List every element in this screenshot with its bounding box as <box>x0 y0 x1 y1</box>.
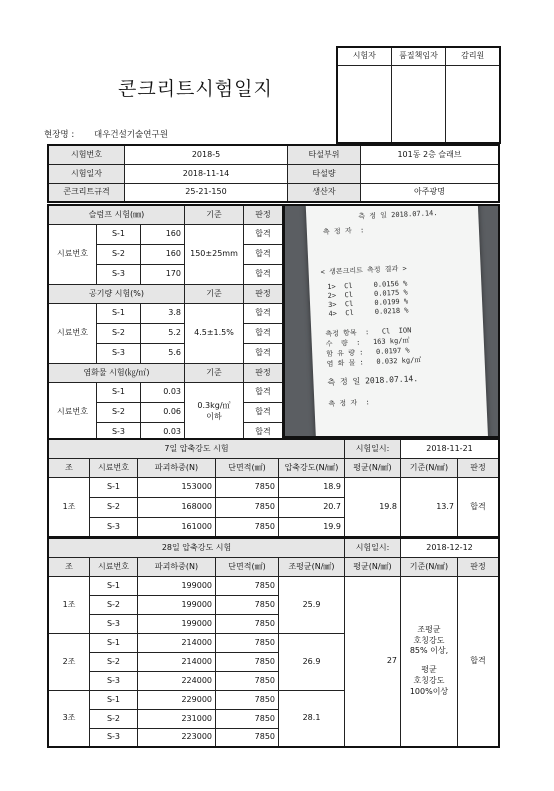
slump-judge-2: 합격 <box>244 244 284 264</box>
pour-qty-value <box>361 164 500 183</box>
day28-header-group: 조 <box>48 557 90 576</box>
chloride-standard-line-2: 이하 <box>206 411 222 421</box>
day7-standard: 13.7 <box>401 477 458 537</box>
spec-value: 25-21-150 <box>125 183 288 202</box>
day28-header-load: 파괴하중(N) <box>138 557 216 576</box>
chloride-title: 염화물 시험(㎏/㎥) <box>48 363 185 382</box>
day28-standard-line-4: 평균 <box>421 665 437 675</box>
day28-standard-line-1: 조평균 <box>417 624 441 634</box>
signature-box <box>336 46 501 144</box>
day28-g1-id-2: S-2 <box>90 595 138 614</box>
day28-g1-area-3: 7850 <box>216 614 279 633</box>
day7-header-group: 조 <box>48 458 90 477</box>
signature-cell-quality-manager[interactable] <box>391 65 446 143</box>
slump-judge-label: 판정 <box>244 205 284 224</box>
day28-g3-load-3: 223000 <box>138 728 216 747</box>
air-id-2: S-2 <box>97 323 141 343</box>
day7-strength-2: 20.7 <box>279 497 345 517</box>
receipt-person-top: 측 정 자 : <box>322 226 365 237</box>
day28-date-label: 시험일시: <box>345 538 401 557</box>
slump-id-2: S-2 <box>97 244 141 264</box>
air-judge-label: 판정 <box>244 284 284 303</box>
chloride-id-1: S-1 <box>97 382 141 402</box>
test-date-value: 2018-11-14 <box>125 164 288 183</box>
day28-g1-area-2: 7850 <box>216 595 279 614</box>
day7-strength-1: 18.9 <box>279 477 345 497</box>
day28-g1-load-2: 199000 <box>138 595 216 614</box>
day28-group-3: 3조 <box>48 690 90 747</box>
day28-header-area: 단면적(㎟) <box>216 557 279 576</box>
day28-g1-load-1: 199000 <box>138 576 216 595</box>
day7-date-label: 시험일시: <box>345 439 401 458</box>
day7-id-2: S-2 <box>90 497 138 517</box>
day28-g3-area-3: 7850 <box>216 728 279 747</box>
day28-g1-area-1: 7850 <box>216 576 279 595</box>
day28-header-sample: 시료번호 <box>90 557 138 576</box>
receipt-header: < 생콘크리트 측정 결과 > <box>320 264 407 277</box>
chloride-std-label: 기준 <box>185 363 244 382</box>
receipt-photo <box>284 204 500 438</box>
air-sample-label: 시료번호 <box>48 303 97 363</box>
day7-area-1: 7850 <box>216 477 279 497</box>
slump-title: 슬럼프 시험(㎜) <box>48 205 185 224</box>
chloride-judge-label: 판정 <box>244 363 284 382</box>
chloride-value-3: 0.03 <box>141 422 185 442</box>
day7-average: 19.8 <box>345 477 401 537</box>
receipt-row-1: 1> Cl 0.0156 % <box>327 279 408 292</box>
day28-g2-area-1: 7850 <box>216 633 279 652</box>
site-name: 대우건설기술연구원 <box>94 130 168 140</box>
day7-load-2: 168000 <box>138 497 216 517</box>
day7-header-strength: 압축강도(N/㎟) <box>279 458 345 477</box>
field-tests-table <box>47 204 284 443</box>
air-title: 공기량 시험(%) <box>48 284 185 303</box>
chloride-value-1: 0.03 <box>141 382 185 402</box>
receipt-v3: 염 화 물 : 0.032 kg/㎥ <box>326 355 422 369</box>
day28-strength-table <box>47 537 500 748</box>
day28-group-1-avg: 25.9 <box>279 576 345 633</box>
slump-value-1: 160 <box>141 224 185 244</box>
air-standard: 4.5±1.5% <box>185 303 244 363</box>
day28-standard <box>401 576 458 747</box>
day7-header-sample: 시료번호 <box>90 458 138 477</box>
signature-label-tester: 시험자 <box>337 47 391 65</box>
maker-value: 아주광명 <box>361 183 500 202</box>
day7-strength-3: 19.9 <box>279 517 345 537</box>
pour-qty-label: 타설량 <box>288 164 361 183</box>
day28-group-2: 2조 <box>48 633 90 690</box>
air-id-1: S-1 <box>97 303 141 323</box>
slump-id-3: S-3 <box>97 264 141 284</box>
day28-g2-load-1: 214000 <box>138 633 216 652</box>
day28-g3-id-1: S-1 <box>90 690 138 709</box>
chloride-judge-1: 합격 <box>244 382 284 402</box>
day28-group-3-avg: 28.1 <box>279 690 345 747</box>
day7-load-1: 153000 <box>138 477 216 497</box>
chloride-value-2: 0.06 <box>141 402 185 422</box>
day28-g2-area-2: 7850 <box>216 652 279 671</box>
day7-group: 1조 <box>48 477 90 537</box>
chloride-standard-line-1: 0.3kg/㎥ <box>197 400 231 410</box>
day7-date: 2018-11-21 <box>401 439 500 458</box>
slump-id-1: S-1 <box>97 224 141 244</box>
day7-header-judge: 판정 <box>458 458 500 477</box>
day7-header-area: 단면적(㎟) <box>216 458 279 477</box>
day28-g1-id-3: S-3 <box>90 614 138 633</box>
receipt-date-bottom: 측 정 일 2018.07.14. <box>327 374 419 388</box>
receipt-paper <box>306 204 488 438</box>
slump-std-label: 기준 <box>185 205 244 224</box>
receipt-person-bottom: 측 정 자 : <box>328 398 370 409</box>
signature-cell-tester[interactable] <box>337 65 391 143</box>
day28-standard-line-2: 호칭강도 <box>413 635 445 645</box>
day7-header-standard: 기준(N/㎟) <box>401 458 458 477</box>
day28-g3-load-1: 229000 <box>138 690 216 709</box>
receipt-date-top: 측 정 일 2018.07.14. <box>358 209 438 221</box>
signature-label-quality-manager: 품질책임자 <box>391 47 446 65</box>
day28-g1-load-3: 199000 <box>138 614 216 633</box>
chloride-sample-label: 시료번호 <box>48 382 97 442</box>
day28-group-1: 1조 <box>48 576 90 633</box>
day7-strength-table <box>47 438 500 538</box>
day28-header-group-avg: 조평균(N/㎟) <box>279 557 345 576</box>
day7-id-3: S-3 <box>90 517 138 537</box>
chloride-judge-3: 합격 <box>244 422 284 442</box>
day7-id-1: S-1 <box>90 477 138 497</box>
air-value-3: 5.6 <box>141 343 185 363</box>
slump-judge-3: 합격 <box>244 264 284 284</box>
receipt-item: 측정 항목 : Cl ION <box>325 326 412 339</box>
spec-label: 콘크리트규격 <box>48 183 125 202</box>
day28-g3-area-1: 7850 <box>216 690 279 709</box>
info-table <box>47 144 500 203</box>
day7-area-2: 7850 <box>216 497 279 517</box>
receipt-row-2: 2> Cl 0.0175 % <box>327 288 408 300</box>
day7-load-3: 161000 <box>138 517 216 537</box>
air-judge-3: 합격 <box>244 343 284 363</box>
air-judge-1: 합격 <box>244 303 284 323</box>
air-std-label: 기준 <box>185 284 244 303</box>
day28-standard-line-3: 85% 이상, <box>409 646 449 656</box>
day28-g1-id-1: S-1 <box>90 576 138 595</box>
day28-standard-line-6: 100%이상 <box>409 686 449 696</box>
slump-value-2: 160 <box>141 244 185 264</box>
day7-judge: 합격 <box>458 477 500 537</box>
day28-g2-load-2: 214000 <box>138 652 216 671</box>
slump-sample-label: 시료번호 <box>48 224 97 284</box>
test-no-label: 시험번호 <box>48 145 125 164</box>
chloride-standard <box>185 382 244 442</box>
receipt-v1: 수 량 : 163 kg/㎥ <box>325 336 410 349</box>
slump-judge-1: 합격 <box>244 224 284 244</box>
day28-standard-line-5: 호칭강도 <box>413 676 445 686</box>
day28-average: 27 <box>345 576 401 747</box>
receipt-row-4: 4> Cl 0.0218 % <box>328 306 409 318</box>
receipt-row-3: 3> Cl 0.0199 % <box>327 297 409 309</box>
receipt-v2: 함 유 량 : 0.0197 % <box>326 346 410 359</box>
signature-cell-supervisor[interactable] <box>446 65 500 143</box>
air-value-2: 5.2 <box>141 323 185 343</box>
day28-g3-id-2: S-2 <box>90 709 138 728</box>
site-label: 현장명 : <box>44 130 75 140</box>
day28-title: 28일 압축강도 시험 <box>48 538 345 557</box>
day28-header-judge: 판정 <box>458 557 500 576</box>
day28-group-2-avg: 26.9 <box>279 633 345 690</box>
air-id-3: S-3 <box>97 343 141 363</box>
chloride-id-2: S-2 <box>97 402 141 422</box>
day28-judge: 합격 <box>458 576 500 747</box>
slump-value-3: 170 <box>141 264 185 284</box>
test-date-label: 시험일자 <box>48 164 125 183</box>
day28-g2-load-3: 224000 <box>138 671 216 690</box>
day7-header-load: 파괴하중(N) <box>138 458 216 477</box>
page-title: 콘크리트시험일지 <box>118 78 273 100</box>
day28-g2-id-3: S-3 <box>90 671 138 690</box>
slump-standard: 150±25mm <box>185 224 244 284</box>
day28-g2-area-3: 7850 <box>216 671 279 690</box>
air-judge-2: 합격 <box>244 323 284 343</box>
chloride-id-3: S-3 <box>97 422 141 442</box>
day7-area-3: 7850 <box>216 517 279 537</box>
signature-label-supervisor: 감리원 <box>446 47 500 65</box>
day28-g2-id-2: S-2 <box>90 652 138 671</box>
air-value-1: 3.8 <box>141 303 185 323</box>
day28-g3-load-2: 231000 <box>138 709 216 728</box>
day28-header-average: 평균(N/㎟) <box>345 557 401 576</box>
pour-part-label: 타설부위 <box>288 145 361 164</box>
pour-part-value: 101동 2층 슬래브 <box>361 145 500 164</box>
day28-g2-id-1: S-1 <box>90 633 138 652</box>
chloride-judge-2: 합격 <box>244 402 284 422</box>
day28-date: 2018-12-12 <box>401 538 500 557</box>
day28-g3-area-2: 7850 <box>216 709 279 728</box>
day7-header-average: 평균(N/㎟) <box>345 458 401 477</box>
day28-g3-id-3: S-3 <box>90 728 138 747</box>
day28-header-standard: 기준(N/㎟) <box>401 557 458 576</box>
test-no-value: 2018-5 <box>125 145 288 164</box>
day7-title: 7일 압축강도 시험 <box>48 439 345 458</box>
maker-label: 생산자 <box>288 183 361 202</box>
